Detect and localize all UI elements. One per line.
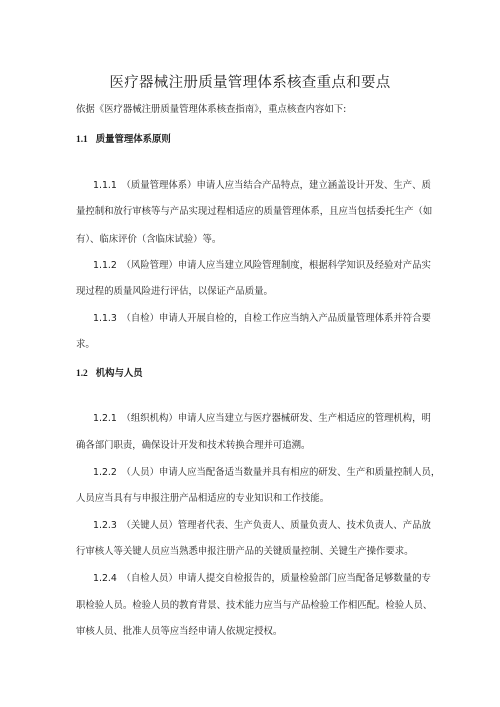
document-title: 医疗器械注册质量管理体系核查重点和要点 <box>109 75 391 91</box>
paragraph-line: 有）、临床评价（含临床试验）等。 <box>76 234 222 245</box>
section-title: 质量管理体系原则 <box>95 134 171 145</box>
paragraph-line: 1.1.3 （自检）申请人开展自检的，自检工作应当纳入产品质量管理体系并符合要 <box>93 313 431 324</box>
paragraph-line: 1.2.3 （关键人员）管理者代表、生产负责人、质量负责人、技术负责人、产品放 <box>93 520 431 531</box>
section-heading-1-2 <box>76 368 143 380</box>
intro-paragraph: 依据《医疗器械注册质量管理体系核查指南》，重点核查内容如下: <box>76 104 347 115</box>
paragraph-line: 1.1.1 （质量管理体系）申请人应当结合产品特点，建立涵盖设计开发、生产、质 <box>93 180 431 191</box>
paragraph-line: 人员应当具有与申报注册产品相适应的专业知识和工作技能。 <box>76 493 330 504</box>
section-title: 机构与人员 <box>95 368 143 379</box>
section-number: 1.2 <box>76 369 88 379</box>
paragraph-line: 求。 <box>76 339 95 350</box>
paragraph-line: 量控制和放行审核等与产品实现过程相适应的质量管理体系，且应当包括委托生产（如 <box>76 206 433 217</box>
paragraph-line: 确各部门职责，确保设计开发和技术转换合理并可追溯。 <box>76 440 311 451</box>
section-heading-1-1 <box>76 134 171 146</box>
section-number: 1.1 <box>76 135 88 145</box>
paragraph-line: 行审核人等关键人员应当熟悉申报注册产品的关键质量控制、关键生产操作要求。 <box>76 546 414 557</box>
paragraph-line: 1.2.4 （自检人员）申请人提交自检报告的，质量检验部门应当配备足够数量的专 <box>93 573 431 584</box>
paragraph-line: 职检验人员。检验人员的教育背景、技术能力应当与产品检验工作相匹配。检验人员、 <box>76 600 433 611</box>
paragraph-line: 1.1.2 （风险管理）申请人应当建立风险管理制度，根据科学知识及经验对产品实 <box>93 260 431 271</box>
paragraph-line: 现过程的质量风险进行评估，以保证产品质量。 <box>76 286 273 297</box>
paragraph-line: 审核人员、批准人员等应当经申请人依规定授权。 <box>76 626 283 637</box>
paragraph-line: 1.2.1 （组织机构）申请人应当建立与医疗器械研发、生产相适应的管理机构，明 <box>93 413 431 424</box>
paragraph-line: 1.2.2 （人员）申请人应当配备适当数量并具有相应的研发、生产和质量控制人员， <box>93 467 441 478</box>
